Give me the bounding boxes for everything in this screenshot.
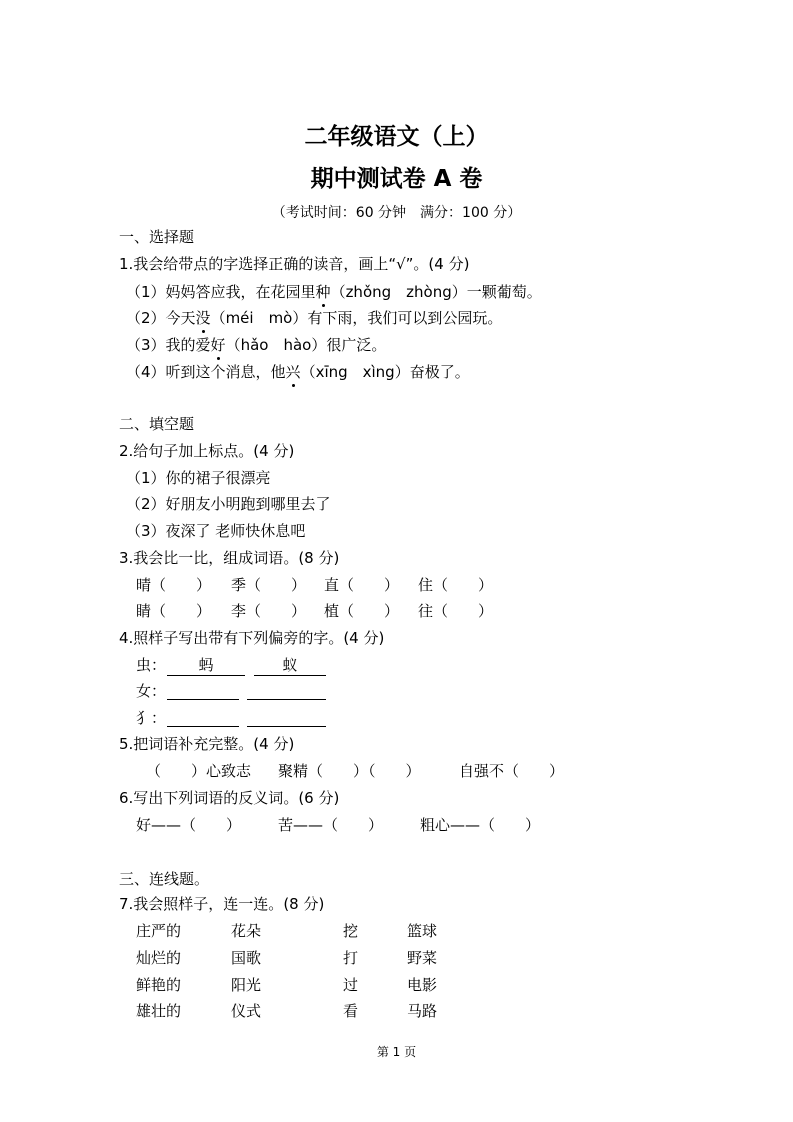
q4-blank[interactable]: 蚂 (167, 655, 245, 676)
q3-cell: 晴（ ） (136, 576, 212, 594)
q4-radical: 虫： (136, 656, 167, 674)
dotted-char: 好 (210, 336, 226, 354)
exam-info: （考试时间：60 分钟 满分：100 分） (271, 205, 522, 221)
section-heading-3: 三、连线题。 (119, 870, 210, 888)
q7-cell: 灿烂的 (136, 949, 182, 967)
section-heading-1: 一、选择题 (119, 228, 195, 246)
q4-blank[interactable] (247, 706, 326, 727)
page-subtitle: 期中测试卷 A 卷 (310, 166, 483, 192)
q7-cell: 马路 (407, 1002, 438, 1020)
q1-item-4: （4）听到这个消息，他兴（xīng xìng）奋极了。 (126, 363, 470, 381)
q3-cell: 住（ ） (418, 576, 494, 594)
q1-item-2: （2）今天没（méi mò）有下雨，我们可以到公园玩。 (126, 309, 503, 327)
q7-cell: 鲜艳的 (136, 976, 182, 994)
q6-item: 苦——（ ） (278, 816, 384, 834)
q3-cell: 直（ ） (324, 576, 400, 594)
q6-item: 粗心——（ ） (420, 816, 541, 834)
q7-cell: 阳光 (231, 976, 262, 994)
q5-item: 聚精（ ）（ ） (278, 762, 421, 780)
question-6: 6.写出下列词语的反义词。(6 分) (119, 789, 340, 807)
question-3: 3.我会比一比，组成词语。(8 分) (119, 549, 340, 567)
q4-blank[interactable] (167, 706, 239, 727)
question-1: 1.我会给带点的字选择正确的读音，画上“√”。(4 分) (119, 255, 470, 273)
question-7: 7.我会照样子，连一连。(8 分) (119, 895, 325, 913)
q7-cell: 国歌 (231, 949, 262, 967)
q5-item: 自强不（ ） (459, 762, 565, 780)
q7-cell: 打 (343, 949, 359, 967)
q5-item: （ ）心致志 (146, 762, 252, 780)
question-2: 2.给句子加上标点。(4 分) (119, 442, 295, 460)
dotted-char: 没 (195, 309, 211, 327)
q7-cell: 野菜 (407, 949, 438, 967)
q1-item-3: （3）我的爱好（hǎo hào）很广泛。 (126, 336, 387, 354)
q4-blank[interactable]: 蚁 (254, 655, 326, 676)
q7-cell: 电影 (407, 976, 438, 994)
page-title: 二年级语文（上） (304, 124, 489, 150)
q7-cell: 过 (343, 976, 359, 994)
q4-blank[interactable] (167, 679, 239, 700)
q6-item: 好——（ ） (136, 816, 242, 834)
q2-item-3: （3）夜深了 老师快休息吧 (126, 522, 306, 540)
dotted-char: 兴 (285, 363, 301, 381)
question-4: 4.照样子写出带有下列偏旁的字。(4 分) (119, 629, 385, 647)
q3-cell: 睛（ ） (136, 602, 212, 620)
q3-cell: 季（ ） (231, 576, 307, 594)
q7-cell: 仪式 (231, 1002, 262, 1020)
q7-cell: 篮球 (407, 922, 438, 940)
q2-item-1: （1）你的裙子很漂亮 (126, 469, 271, 487)
q7-cell: 挖 (343, 922, 359, 940)
q4-radical: 犭： (136, 709, 167, 727)
q4-radical: 女： (136, 682, 167, 700)
page-number: 第 1 页 (376, 1045, 417, 1059)
q4-blank[interactable] (247, 679, 326, 700)
q3-cell: 植（ ） (324, 602, 400, 620)
question-5: 5.把词语补充完整。(4 分) (119, 735, 295, 753)
q3-cell: 李（ ） (231, 602, 307, 620)
q3-cell: 往（ ） (418, 602, 494, 620)
q7-cell: 庄严的 (136, 922, 182, 940)
q7-cell: 雄壮的 (136, 1002, 182, 1020)
dotted-char: 种 (315, 283, 331, 301)
q2-item-2: （2）好朋友小明跑到哪里去了 (126, 495, 331, 513)
q7-cell: 看 (343, 1002, 359, 1020)
section-heading-2: 二、填空题 (119, 415, 195, 433)
q7-cell: 花朵 (231, 922, 262, 940)
q1-item-1: （1）妈妈答应我，在花园里种（zhǒng zhòng）一颗葡萄。 (126, 283, 542, 301)
